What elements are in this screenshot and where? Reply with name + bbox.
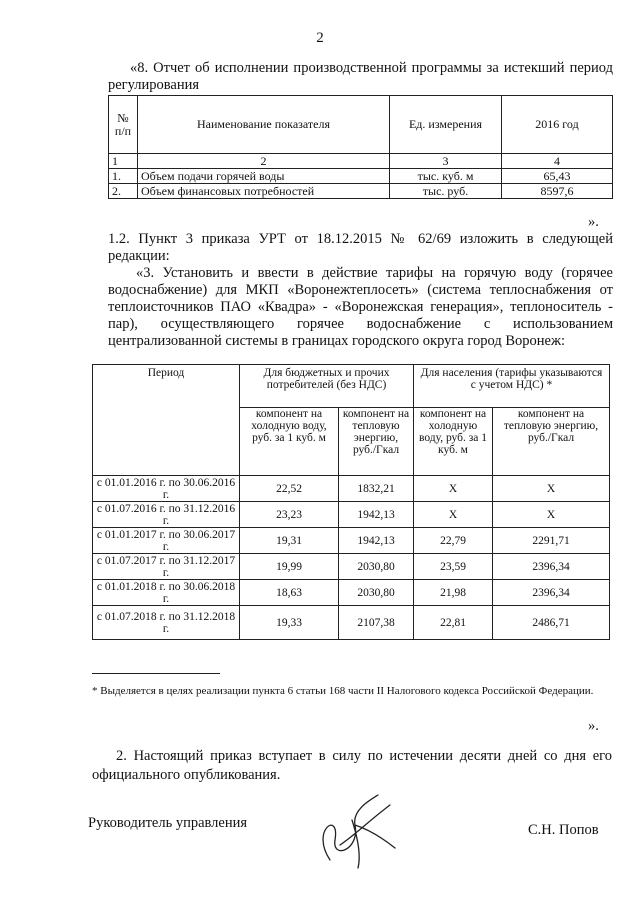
- col-header-unit: Ед. измерения: [390, 96, 502, 154]
- value-cell: 22,81: [414, 606, 493, 640]
- value-cell: Х: [414, 476, 493, 502]
- section8-table: [108, 95, 613, 199]
- table-row: [93, 554, 610, 580]
- table-row: [93, 476, 610, 502]
- table-row: [93, 528, 610, 554]
- value-cell: 19,33: [240, 606, 339, 640]
- point-1-2: 1.2. Пункт 3 приказа УРТ от 18.12.2015 № 62/69 изложить в следующей редакции:: [108, 231, 613, 264]
- value-cell: 1832,21: [339, 476, 414, 502]
- col-header-num: № п/п: [109, 96, 138, 154]
- value-cell: 23,23: [240, 502, 339, 528]
- section8-heading: «8. Отчет об исполнении производственной программы за истекший период регулирования: [108, 60, 613, 93]
- row-value: 65,43: [502, 169, 613, 184]
- row-name: Объем подачи горячей воды: [138, 169, 390, 184]
- tariff-table: [92, 364, 610, 640]
- value-cell: 2396,34: [493, 554, 610, 580]
- numbering-cell: 3: [390, 154, 502, 169]
- group-population-header: Для населения (тарифы указываются с учетом НДС) *: [414, 365, 610, 408]
- period-cell: с 01.01.2017 г. по 30.06.2017 г.: [93, 528, 240, 554]
- subheader-cold-water-pop: компонент на холодную воду, руб. за 1 куб. м: [414, 408, 493, 476]
- footnote-divider: [92, 673, 220, 674]
- signature-title: Руководитель управления: [88, 815, 248, 831]
- value-cell: 2291,71: [493, 528, 610, 554]
- closing-quote: ».: [588, 718, 599, 734]
- numbering-cell: 1: [109, 154, 138, 169]
- value-cell: 1942,13: [339, 528, 414, 554]
- period-cell: с 01.07.2017 г. по 31.12.2017 г.: [93, 554, 240, 580]
- period-cell: с 01.01.2018 г. по 30.06.2018 г.: [93, 580, 240, 606]
- subheader-heat-energy: компонент на тепловую энергию, руб./Гкал: [339, 408, 414, 476]
- section8-closing: ».: [588, 214, 599, 230]
- table-row: [93, 502, 610, 528]
- value-cell: 21,98: [414, 580, 493, 606]
- subheader-cold-water: компонент на холодную воду, руб. за 1 куб. м: [240, 408, 339, 476]
- period-cell: с 01.07.2018 г. по 31.12.2018 г.: [93, 606, 240, 640]
- page-number: 2: [316, 30, 324, 46]
- signature-name: С.Н. Попов: [528, 822, 599, 838]
- value-cell: 22,52: [240, 476, 339, 502]
- value-cell: 22,79: [414, 528, 493, 554]
- col-header-year: 2016 год: [502, 96, 613, 154]
- numbering-cell: 2: [138, 154, 390, 169]
- subheader-heat-energy-pop: компонент на тепловую энергию, руб./Гкал: [493, 408, 610, 476]
- value-cell: 19,31: [240, 528, 339, 554]
- value-cell: 23,59: [414, 554, 493, 580]
- value-cell: Х: [493, 502, 610, 528]
- value-cell: Х: [493, 476, 610, 502]
- value-cell: 2030,80: [339, 580, 414, 606]
- footnote: * Выделяется в целях реализации пункта 6 статьи 168 части II Налогового кодекса Российской Федерации.: [92, 685, 594, 697]
- value-cell: 2030,80: [339, 554, 414, 580]
- value-cell: 2486,71: [493, 606, 610, 640]
- table-row: [109, 184, 613, 199]
- row-name: Объем финансовых потребностей: [138, 184, 390, 199]
- period-cell: с 01.07.2016 г. по 31.12.2016 г.: [93, 502, 240, 528]
- row-number: 1.: [109, 169, 138, 184]
- point-2: 2. Настоящий приказ вступает в силу по истечении десяти дней со дня его официального опубликования.: [92, 748, 612, 783]
- point-3-text: «3. Установить и ввести в действие тарифы на горячую воду (горячее водоснабжение) для МКП «Воронежтеплосеть» (система теплоснабжения от теплоисточников ПАО «Квадра» - «Воронежская генерация», теплоноситель - пар), осуществляющего горячее водоснабжение с использованием централизованной системы в границах городского округа город Воронеж:: [108, 265, 613, 349]
- value-cell: Х: [414, 502, 493, 528]
- row-unit: тыс. куб. м: [390, 169, 502, 184]
- handwritten-signature: [300, 790, 410, 870]
- table-row: [109, 169, 613, 184]
- period-header: Период: [93, 365, 240, 476]
- numbering-cell: 4: [502, 154, 613, 169]
- value-cell: 2396,34: [493, 580, 610, 606]
- value-cell: 19,99: [240, 554, 339, 580]
- row-unit: тыс. руб.: [390, 184, 502, 199]
- group-budget-header: Для бюджетных и прочих потребителей (без НДС): [240, 365, 414, 408]
- value-cell: 2107,38: [339, 606, 414, 640]
- row-number: 2.: [109, 184, 138, 199]
- value-cell: 1942,13: [339, 502, 414, 528]
- table-row: [93, 580, 610, 606]
- table-row: [93, 606, 610, 640]
- value-cell: 18,63: [240, 580, 339, 606]
- period-cell: с 01.01.2016 г. по 30.06.2016 г.: [93, 476, 240, 502]
- col-header-name: Наименование показателя: [138, 96, 390, 154]
- row-value: 8597,6: [502, 184, 613, 199]
